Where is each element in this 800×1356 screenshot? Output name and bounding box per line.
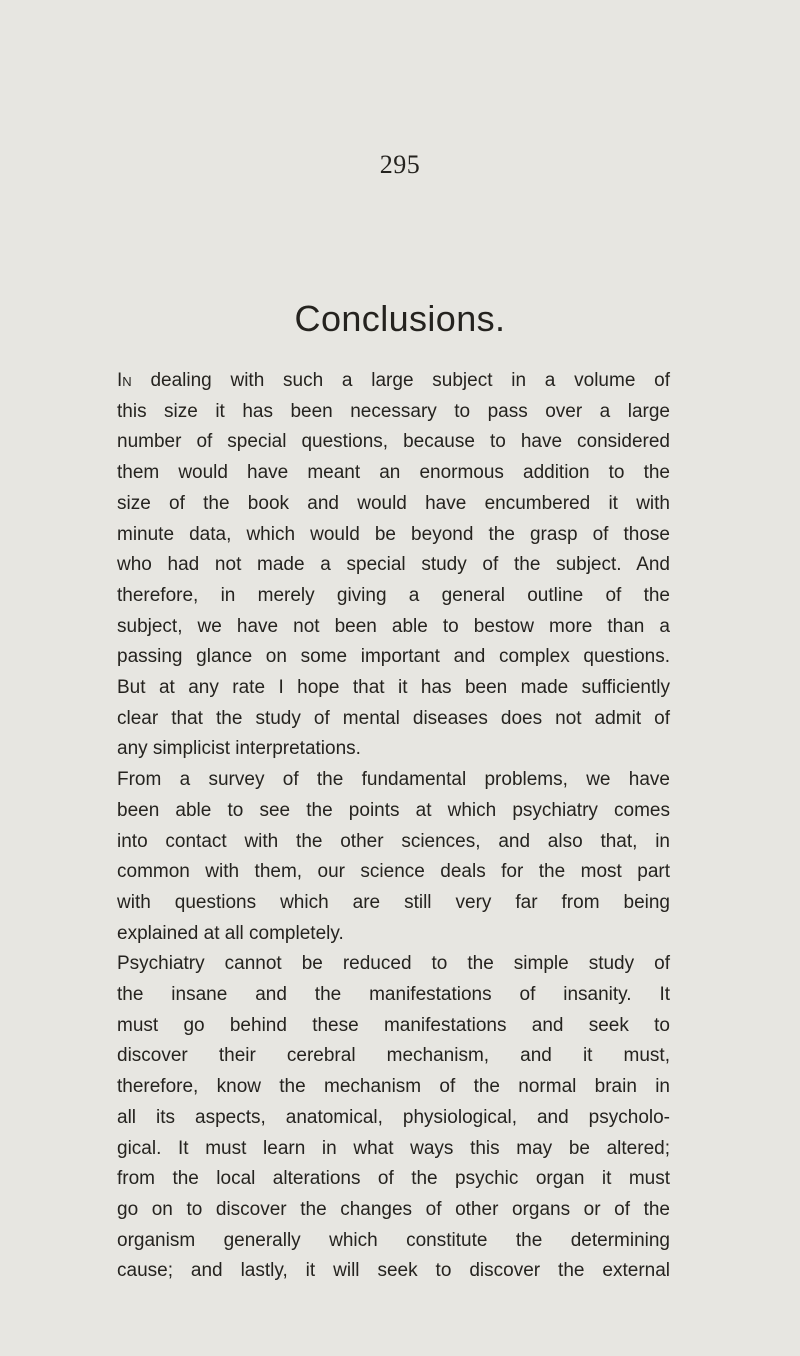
paragraph-2 <box>117 765 670 949</box>
text-line: From a survey of the fundamental problems, we have <box>117 769 670 791</box>
text-line: discover their cerebral mechanism, and it must, <box>117 1045 670 1067</box>
page-number: 295 <box>379 150 421 179</box>
text-line: go on to discover the changes of other organs or of the <box>117 1198 670 1220</box>
text-line: Psychiatry cannot be reduced to the simple study of <box>117 953 670 975</box>
text-line: from the local alterations of the psychic organ it must <box>117 1168 670 1190</box>
paragraph-3 <box>117 949 670 1287</box>
text-line: size of the book and would have encumbered it with <box>117 492 670 514</box>
text-line: In dealing with such a large subject in a volume of <box>117 370 670 391</box>
text-line: into contact with the other sciences, and also that, in <box>117 830 670 852</box>
text-line: been able to see the points at which psychiatry comes <box>117 799 670 821</box>
text-line: But at any rate I hope that it has been made sufficiently <box>117 677 670 699</box>
text-line: who had not made a special study of the subject. And <box>117 554 670 576</box>
body-text <box>117 366 670 1287</box>
text-line: passing glance on some important and complex questions. <box>117 646 670 668</box>
text-line: number of special questions, because to have considered <box>117 431 670 453</box>
text-line: common with them, our science deals for the most part <box>117 861 670 883</box>
text-line: gical. It must learn in what ways this may be altered; <box>117 1137 670 1159</box>
text-line: subject, we have not been able to bestow more than a <box>117 615 670 637</box>
text-line: organism generally which constitute the determining <box>117 1229 670 1251</box>
paragraph-1 <box>117 366 670 765</box>
text-line: therefore, know the mechanism of the normal brain in <box>117 1076 670 1098</box>
text-line: this size it has been necessary to pass over a large <box>117 400 670 422</box>
text-line: all its aspects, anatomical, physiological, and psycholo- <box>117 1106 670 1128</box>
text-line: clear that the study of mental diseases does not admit of <box>117 707 670 729</box>
text-line: them would have meant an enormous addition to the <box>117 462 670 484</box>
text-line: with questions which are still very far from being <box>117 891 670 913</box>
text-line: must go behind these manifestations and seek to <box>117 1014 670 1036</box>
text-line: explained at all completely. <box>117 922 344 944</box>
text-line: minute data, which would be beyond the grasp of those <box>117 523 670 545</box>
text-line: the insane and the manifestations of insanity. It <box>117 984 670 1006</box>
opening-word: In <box>117 370 132 391</box>
text-line: therefore, in merely giving a general outline of the <box>117 584 670 606</box>
chapter-title: Conclusions. <box>294 298 506 339</box>
text-line: cause; and lastly, it will seek to discover the external <box>117 1260 670 1282</box>
text-line: any simplicist interpretations. <box>117 738 361 760</box>
